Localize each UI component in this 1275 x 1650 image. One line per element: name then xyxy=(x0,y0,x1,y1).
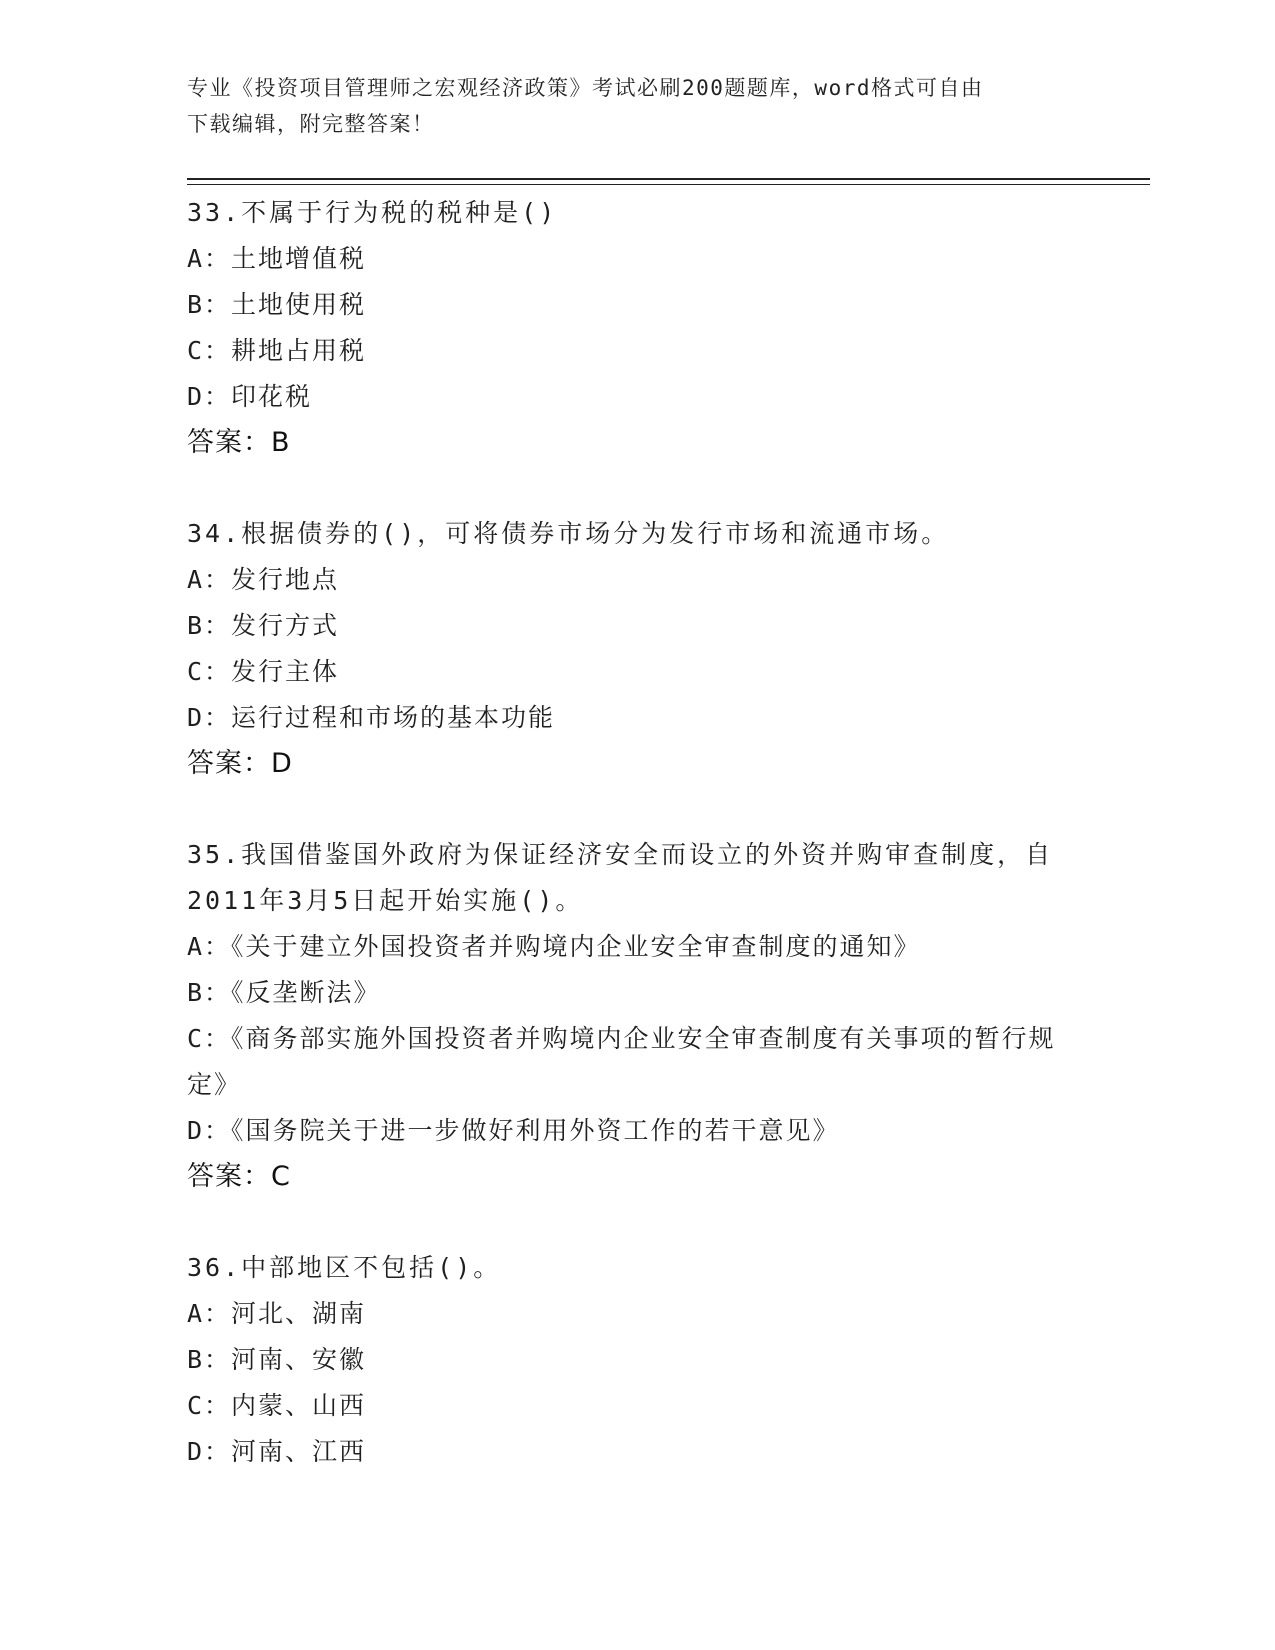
option-a: A：河北、湖南 xyxy=(187,1299,367,1328)
header-line-2: 下载编辑，附完整答案！ xyxy=(187,112,435,136)
header-line-1: 专业《投资项目管理师之宏观经济政策》考试必刷200题题库，word格式可自由 xyxy=(187,76,984,100)
question-33 xyxy=(187,190,1087,466)
option-d: D：印花税 xyxy=(187,382,313,411)
answer-label: 答案：B xyxy=(187,427,291,458)
question-stem: 34.根据债券的()，可将债券市场分为发行市场和流通市场。 xyxy=(187,519,950,548)
option-b: B：河南、安徽 xyxy=(187,1345,367,1374)
question-stem: 36.中部地区不包括()。 xyxy=(187,1253,502,1282)
option-b: B：土地使用税 xyxy=(187,290,367,319)
option-c: C：发行主体 xyxy=(187,657,340,686)
option-d: D：运行过程和市场的基本功能 xyxy=(187,703,556,732)
option-c: C：内蒙、山西 xyxy=(187,1391,367,1420)
question-34 xyxy=(187,511,1087,787)
option-a: A：土地增值税 xyxy=(187,244,367,273)
option-d: D：《国务院关于进一步做好利用外资工作的若干意见》 xyxy=(187,1116,840,1145)
question-list xyxy=(187,190,1087,1520)
question-stem: 33.不属于行为税的税种是() xyxy=(187,198,558,227)
option-c: C：耕地占用税 xyxy=(187,336,367,365)
answer-label: 答案：D xyxy=(187,748,293,779)
option-a: A：《关于建立外国投资者并购境内企业安全审查制度的通知》 xyxy=(187,932,921,961)
option-d: D：河南、江西 xyxy=(187,1437,367,1466)
answer-label: 答案：C xyxy=(187,1161,291,1192)
document-header xyxy=(187,70,1067,142)
option-a: A：发行地点 xyxy=(187,565,340,594)
option-c: C：《商务部实施外国投资者并购境内企业安全审查制度有关事项的暂行规定》 xyxy=(187,1024,1056,1099)
option-b: B：《反垄断法》 xyxy=(187,978,381,1007)
question-36 xyxy=(187,1245,1087,1475)
header-divider-thick xyxy=(187,178,1150,180)
question-stem: 35.我国借鉴国外政府为保证经济安全而设立的外资并购审查制度，自2011年3月5日起开始实施()。 xyxy=(187,840,1054,915)
question-35 xyxy=(187,832,1087,1200)
header-divider-thin xyxy=(187,184,1150,185)
option-b: B：发行方式 xyxy=(187,611,340,640)
